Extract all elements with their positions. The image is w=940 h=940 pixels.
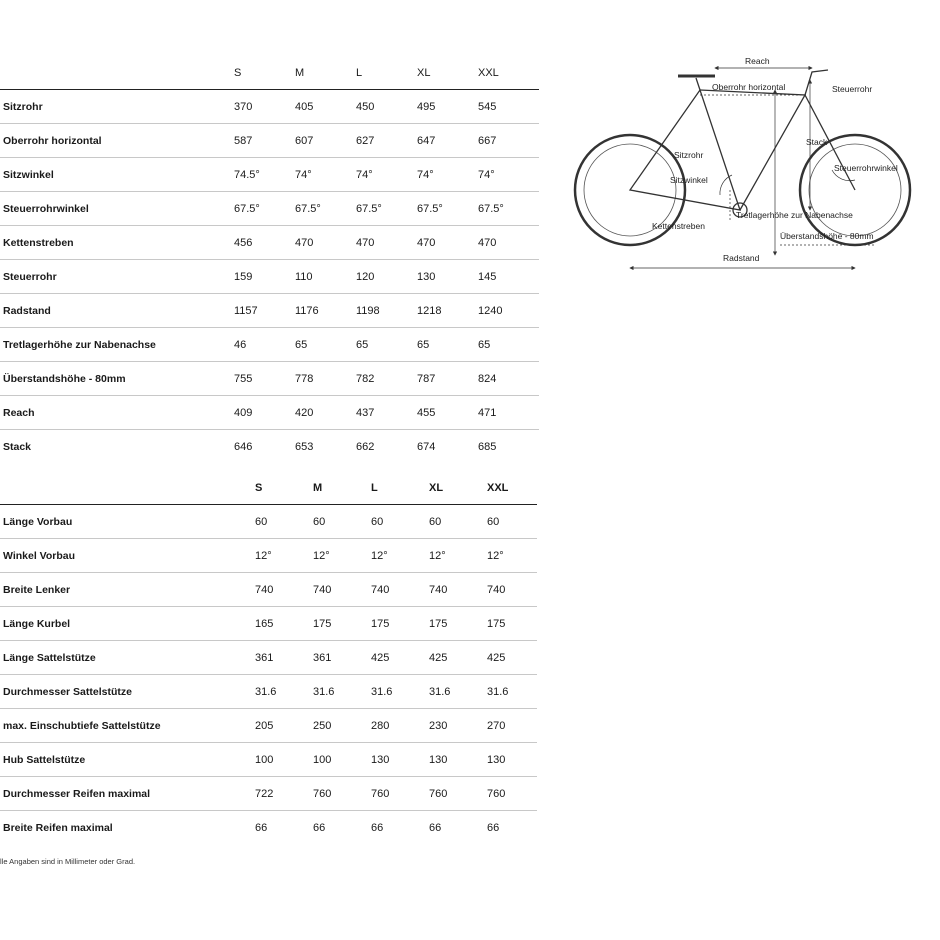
- component-value-xxl: 12°: [487, 539, 537, 573]
- geometry-row-label: Überstandshöhe - 80mm: [0, 362, 234, 396]
- geometry-value-l: 74°: [356, 158, 417, 192]
- label-standover: Überstandshöhe - 80mm: [780, 231, 874, 241]
- geometry-value-l: 662: [356, 440, 375, 453]
- component-value-xxl: 740: [487, 573, 537, 607]
- component-value-xl: 230: [429, 709, 487, 743]
- component-value-l: 740: [371, 573, 429, 607]
- geometry-value-m: 778: [295, 362, 356, 396]
- size-header-xxl: XXL: [487, 471, 537, 505]
- geometry-row: [0, 362, 539, 396]
- geometry-header-row: [0, 56, 539, 90]
- component-value-xl: 740: [429, 573, 487, 607]
- component-value-s: 722: [255, 777, 313, 811]
- component-value-l: 175: [371, 607, 429, 641]
- geometry-header-label: [0, 56, 234, 90]
- geometry-value-xxl: 667: [478, 124, 539, 158]
- geometry-value-m: 470: [295, 226, 356, 260]
- geometry-value-s: 159: [234, 260, 295, 294]
- component-value-xxl: 66: [487, 821, 500, 834]
- component-value-s: 60: [255, 505, 313, 539]
- component-row: [0, 709, 537, 743]
- component-value-xl: 66: [429, 821, 442, 834]
- size-header-s: S: [255, 471, 313, 505]
- label-chainstay: Kettenstreben: [652, 221, 705, 231]
- geometry-value-l: 627: [356, 124, 417, 158]
- component-value-s: 165: [255, 607, 313, 641]
- label-seat-tube: Sitzrohr: [674, 150, 704, 160]
- component-value-l: 130: [371, 743, 429, 777]
- component-value-xl: 425: [429, 641, 487, 675]
- component-value-l: 280: [371, 709, 429, 743]
- label-wheelbase: Radstand: [723, 253, 760, 263]
- footnote: lle Angaben sind in Millimeter oder Grad.: [0, 857, 136, 866]
- bike-geometry-diagram: [570, 50, 935, 275]
- label-head-angle: Steuerrohrwinkel: [834, 163, 898, 173]
- size-header-s: S: [234, 56, 295, 90]
- geometry-value-xxl: 67.5°: [478, 192, 539, 226]
- geometry-value-m: 74°: [295, 158, 356, 192]
- size-header-m: M: [313, 471, 371, 505]
- component-row-label: Durchmesser Reifen maximal: [0, 777, 255, 811]
- component-value-l: 760: [371, 777, 429, 811]
- geometry-value-m: 1176: [295, 294, 356, 328]
- components-table: [0, 471, 537, 844]
- geometry-value-xl: 787: [417, 362, 478, 396]
- component-value-xxl: 60: [487, 505, 537, 539]
- component-value-xxl: 175: [487, 607, 537, 641]
- component-value-m: 175: [313, 607, 371, 641]
- component-row: [0, 641, 537, 675]
- component-row-label: Breite Reifen maximal: [3, 821, 113, 834]
- geometry-value-m: 420: [295, 396, 356, 430]
- component-value-xl: 130: [429, 743, 487, 777]
- geometry-value-xxl: 470: [478, 226, 539, 260]
- geometry-value-xl: 455: [417, 396, 478, 430]
- geometry-value-xl: 470: [417, 226, 478, 260]
- geometry-value-s: 587: [234, 124, 295, 158]
- components-header-row: [0, 471, 537, 505]
- geometry-row: [0, 260, 539, 294]
- size-header-m: M: [295, 56, 356, 90]
- label-reach: Reach: [745, 56, 770, 66]
- geometry-row: [0, 328, 539, 362]
- component-value-xxl: 425: [487, 641, 537, 675]
- component-value-m: 100: [313, 743, 371, 777]
- component-value-s: 361: [255, 641, 313, 675]
- geometry-value-m: 67.5°: [295, 192, 356, 226]
- geometry-row-label: Kettenstreben: [0, 226, 234, 260]
- component-value-s: 740: [255, 573, 313, 607]
- component-value-l: 66: [371, 821, 384, 834]
- geometry-row: [0, 192, 539, 226]
- geometry-value-l: 782: [356, 362, 417, 396]
- component-value-xl: 175: [429, 607, 487, 641]
- geometry-row-label: Steuerrohr: [0, 260, 234, 294]
- geometry-value-l: 1198: [356, 294, 417, 328]
- component-value-s: 205: [255, 709, 313, 743]
- component-row: [0, 607, 537, 641]
- geometry-row: [0, 396, 539, 430]
- component-value-s: 12°: [255, 539, 313, 573]
- label-seat-angle: Sitzwinkel: [670, 175, 708, 185]
- geometry-value-s: 370: [234, 90, 295, 124]
- geometry-table: [0, 56, 539, 463]
- component-value-l: 60: [371, 505, 429, 539]
- geometry-value-l: 437: [356, 396, 417, 430]
- geometry-value-l: 65: [356, 328, 417, 362]
- size-header-l: L: [371, 471, 429, 505]
- geometry-row-label: Sitzwinkel: [0, 158, 234, 192]
- component-row-label: Länge Kurbel: [0, 607, 255, 641]
- size-header-xxl: XXL: [478, 56, 539, 90]
- component-value-m: 250: [313, 709, 371, 743]
- component-value-m: 31.6: [313, 675, 371, 709]
- geometry-value-s: 74.5°: [234, 158, 295, 192]
- geometry-row-label: Stack: [3, 440, 32, 453]
- geometry-row-label: Oberrohr horizontal: [0, 124, 234, 158]
- geometry-value-xl: 130: [417, 260, 478, 294]
- component-row: [0, 811, 537, 845]
- geometry-value-xxl: 145: [478, 260, 539, 294]
- component-value-xxl: 31.6: [487, 675, 537, 709]
- geometry-value-s: 46: [234, 328, 295, 362]
- geometry-value-m: 607: [295, 124, 356, 158]
- geometry-value-s: 67.5°: [234, 192, 295, 226]
- geometry-value-xxl: 685: [478, 440, 497, 453]
- geometry-value-xxl: 824: [478, 362, 539, 396]
- geometry-row: [0, 90, 539, 124]
- geometry-value-xl: 495: [417, 90, 478, 124]
- component-value-xxl: 270: [487, 709, 537, 743]
- geometry-value-m: 65: [295, 328, 356, 362]
- component-value-s: 100: [255, 743, 313, 777]
- geometry-row-label: Reach: [0, 396, 234, 430]
- geometry-value-xxl: 545: [478, 90, 539, 124]
- geometry-value-s: 755: [234, 362, 295, 396]
- label-stack: Stack: [806, 137, 828, 147]
- component-value-s: 31.6: [255, 675, 313, 709]
- component-row: [0, 675, 537, 709]
- component-value-m: 740: [313, 573, 371, 607]
- geometry-value-l: 450: [356, 90, 417, 124]
- component-value-xl: 31.6: [429, 675, 487, 709]
- geometry-value-xxl: 74°: [478, 158, 539, 192]
- component-value-l: 425: [371, 641, 429, 675]
- geometry-value-s: 646: [234, 440, 253, 453]
- label-head-tube: Steuerrohr: [832, 84, 873, 94]
- geometry-row: [0, 430, 539, 464]
- component-row-label: Hub Sattelstütze: [0, 743, 255, 777]
- geometry-value-l: 470: [356, 226, 417, 260]
- component-value-m: 760: [313, 777, 371, 811]
- label-bb-drop: Tretlagerhöhe zur Nabenachse: [736, 210, 853, 220]
- geometry-value-xl: 74°: [417, 158, 478, 192]
- component-value-xl: 60: [429, 505, 487, 539]
- component-row: [0, 505, 537, 539]
- geometry-value-xl: 1218: [417, 294, 478, 328]
- component-value-s: 66: [255, 821, 268, 834]
- component-row-label: Durchmesser Sattelstütze: [0, 675, 255, 709]
- geometry-value-xxl: 65: [478, 328, 539, 362]
- geometry-value-xl: 647: [417, 124, 478, 158]
- label-top-tube: Oberrohr horizontal: [712, 82, 786, 92]
- component-value-xl: 760: [429, 777, 487, 811]
- component-row-label: max. Einschubtiefe Sattelstütze: [0, 709, 255, 743]
- geometry-row: [0, 124, 539, 158]
- geometry-value-l: 67.5°: [356, 192, 417, 226]
- size-header-xl: XL: [429, 471, 487, 505]
- geometry-value-s: 456: [234, 226, 295, 260]
- geometry-row-label: Sitzrohr: [0, 90, 234, 124]
- component-value-xxl: 130: [487, 743, 537, 777]
- geometry-value-l: 120: [356, 260, 417, 294]
- components-header-label: [0, 471, 255, 505]
- component-value-xxl: 760: [487, 777, 537, 811]
- component-value-l: 31.6: [371, 675, 429, 709]
- component-row: [0, 573, 537, 607]
- component-value-m: 361: [313, 641, 371, 675]
- geometry-value-m: 653: [295, 440, 314, 453]
- components-table-section: [0, 471, 537, 844]
- geometry-table-section: [0, 56, 537, 463]
- geometry-value-s: 1157: [234, 294, 295, 328]
- component-row-label: Länge Sattelstütze: [0, 641, 255, 675]
- geometry-value-xl: 65: [417, 328, 478, 362]
- size-header-xl: XL: [417, 56, 478, 90]
- component-value-l: 12°: [371, 539, 429, 573]
- geometry-row: [0, 158, 539, 192]
- component-row: [0, 777, 537, 811]
- geometry-row-label: Radstand: [0, 294, 234, 328]
- geometry-value-xxl: 1240: [478, 294, 539, 328]
- geometry-value-xxl: 471: [478, 396, 539, 430]
- component-value-xl: 12°: [429, 539, 487, 573]
- component-row-label: Länge Vorbau: [0, 505, 255, 539]
- component-value-m: 66: [313, 821, 326, 834]
- geometry-row: [0, 294, 539, 328]
- geometry-row-label: Tretlagerhöhe zur Nabenachse: [0, 328, 234, 362]
- component-value-m: 60: [313, 505, 371, 539]
- geometry-row: [0, 226, 539, 260]
- component-value-m: 12°: [313, 539, 371, 573]
- geometry-value-s: 409: [234, 396, 295, 430]
- size-header-l: L: [356, 56, 417, 90]
- geometry-row-label: Steuerrohrwinkel: [0, 192, 234, 226]
- component-row-label: Winkel Vorbau: [0, 539, 255, 573]
- component-row: [0, 539, 537, 573]
- geometry-value-m: 110: [295, 260, 356, 294]
- geometry-value-m: 405: [295, 90, 356, 124]
- geometry-value-xl: 674: [417, 440, 436, 453]
- component-row-label: Breite Lenker: [0, 573, 255, 607]
- geometry-value-xl: 67.5°: [417, 192, 478, 226]
- component-row: [0, 743, 537, 777]
